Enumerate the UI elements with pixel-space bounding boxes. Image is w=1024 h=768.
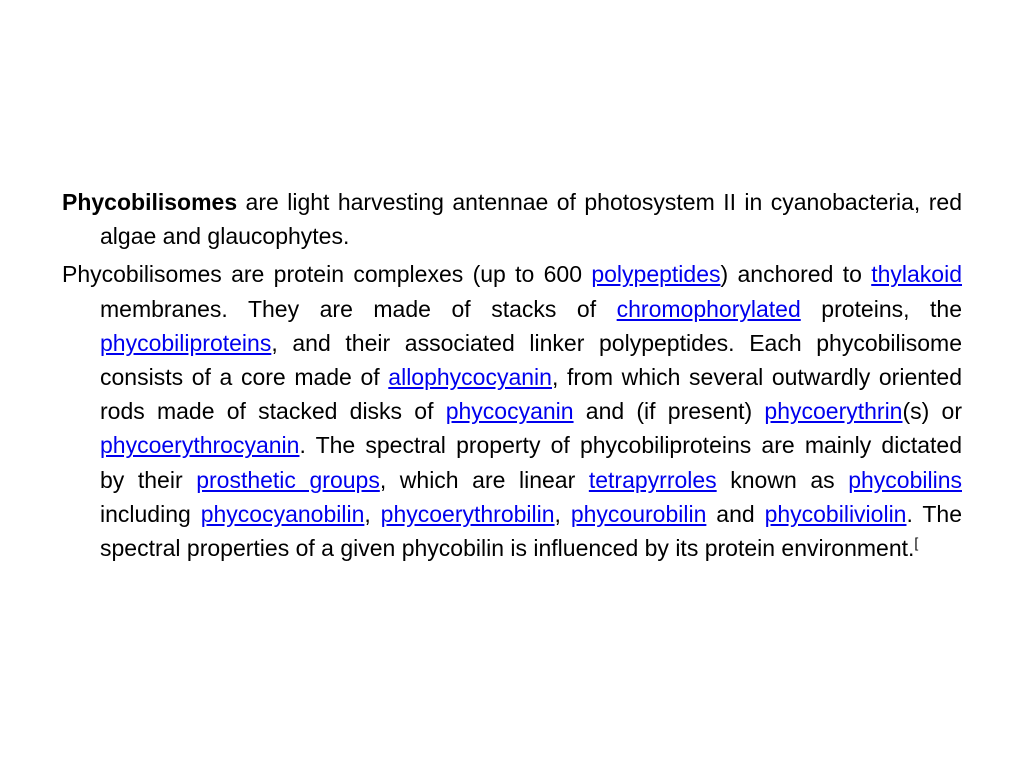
- paragraph-text: Phycobilisomes are protein complexes (up to 600: [62, 261, 592, 288]
- paragraph-text: , from which several outwardly oriented rods made of stacked disks of: [100, 364, 963, 425]
- link-allophycocyanin[interactable]: allophycocyanin: [388, 364, 552, 391]
- paragraph-text: , and their associated linker polypeptides. Each phycobilisome consists of a core made of: [100, 329, 962, 391]
- paragraph-text: . The spectral properties of a given phycobilin is influenced by its protein environment.: [100, 500, 962, 562]
- paragraph-text: membranes. They are made of stacks of: [100, 295, 617, 322]
- paragraph-text: are light harvesting antennae of photosystem II in cyanobacteria, red algae and glaucophytes.: [100, 189, 962, 250]
- paragraph-text: including: [100, 500, 201, 527]
- link-thylakoid[interactable]: thylakoid: [871, 261, 962, 288]
- paragraph-text: . The spectral property of phycobiliproteins are mainly dictated by their: [100, 432, 962, 493]
- link-phycoerythrin[interactable]: phycoerythrin: [764, 398, 903, 425]
- paragraph-text: , which are linear: [379, 466, 589, 493]
- paragraph-text: and: [706, 500, 765, 527]
- citation-bracket: [: [914, 534, 919, 551]
- paragraph-text: (s) or: [902, 398, 962, 425]
- link-prosthetic-groups[interactable]: prosthetic groups: [196, 466, 380, 493]
- link-phycoerythrocyanin[interactable]: phycoerythrocyanin: [100, 432, 300, 459]
- paragraph-structure: [62, 257, 962, 565]
- paragraph-definition: [62, 185, 962, 253]
- paragraph-text: ,: [554, 500, 571, 527]
- link-phycocyanin[interactable]: phycocyanin: [445, 398, 574, 425]
- link-chromophorylated[interactable]: chromophorylated: [616, 295, 801, 322]
- term-phycobilisomes: Phycobilisomes: [62, 189, 238, 215]
- link-phycobiliproteins[interactable]: phycobiliproteins: [100, 329, 272, 356]
- paragraph-text: known as: [716, 466, 849, 493]
- paragraph-text: ,: [364, 500, 381, 527]
- link-phycobilins[interactable]: phycobilins: [848, 466, 962, 493]
- link-tetrapyrroles[interactable]: tetrapyrroles: [588, 466, 717, 493]
- link-phycobiliviolin[interactable]: phycobiliviolin: [764, 500, 907, 527]
- paragraph-text: ) anchored to: [720, 261, 872, 288]
- link-phycourobilin[interactable]: phycourobilin: [570, 500, 707, 527]
- link-polypeptides[interactable]: polypeptides: [591, 261, 721, 288]
- slide-body: [62, 185, 962, 569]
- paragraph-text: and (if present): [573, 398, 765, 425]
- paragraph-text: proteins, the: [800, 295, 963, 322]
- link-phycoerythrobilin[interactable]: phycoerythrobilin: [380, 500, 555, 527]
- link-phycocyanobilin[interactable]: phycocyanobilin: [200, 500, 365, 527]
